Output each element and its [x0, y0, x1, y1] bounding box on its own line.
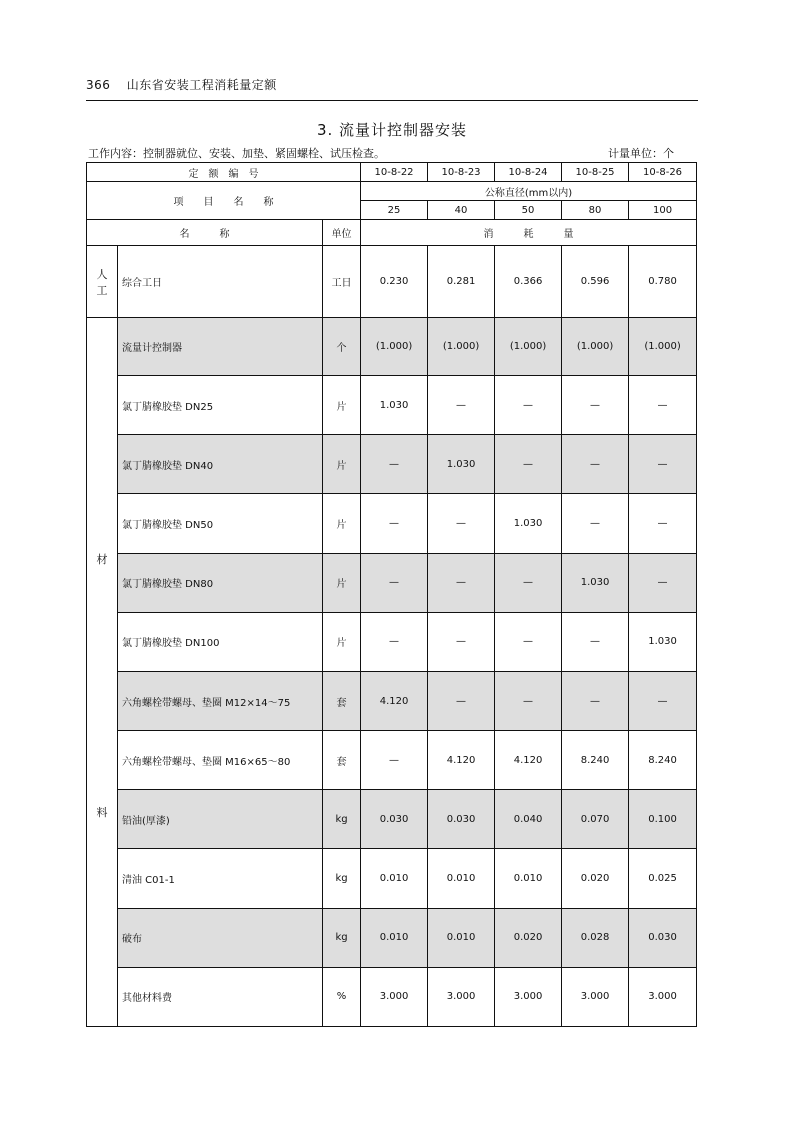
- row-value: 8.240: [629, 731, 697, 790]
- row-name: 氯丁腈橡胶垫 DN80: [118, 553, 323, 612]
- row-value: —: [562, 376, 629, 435]
- row-name: 流量计控制器: [118, 318, 323, 376]
- row-value: 1.030: [562, 553, 629, 612]
- material-row: [87, 318, 697, 376]
- name-header: 名 称: [87, 220, 323, 246]
- material-row: [87, 849, 697, 908]
- row-value: 8.240: [562, 731, 629, 790]
- row-value: —: [629, 494, 697, 553]
- row-value: 0.281: [428, 246, 495, 318]
- diameter-value: 40: [428, 201, 495, 220]
- labor-side-label: [87, 246, 118, 318]
- labor-char: 工: [96, 283, 108, 297]
- row-value: —: [562, 612, 629, 671]
- row-unit: kg: [323, 790, 361, 849]
- quota-table: [86, 162, 697, 1027]
- row-value: 0.070: [562, 790, 629, 849]
- row-name: 六角螺栓带螺母、垫圈 M16×65～80: [118, 731, 323, 790]
- page-number: 366: [86, 78, 111, 92]
- row-value: 3.000: [428, 967, 495, 1026]
- row-unit: 片: [323, 494, 361, 553]
- quota-code: 10-8-24: [495, 163, 562, 182]
- unit-header: 单位: [323, 220, 361, 246]
- labor-char: 人: [96, 267, 108, 281]
- row-unit: 个: [323, 318, 361, 376]
- consumption-header: 消 耗 量: [361, 220, 697, 246]
- row-value: —: [629, 671, 697, 730]
- row-value: —: [495, 376, 562, 435]
- material-char: 料: [96, 806, 108, 819]
- row-name: 氯丁腈橡胶垫 DN100: [118, 612, 323, 671]
- row-value: 0.366: [495, 246, 562, 318]
- row-value: 3.000: [495, 967, 562, 1026]
- material-row: [87, 790, 697, 849]
- material-row: [87, 494, 697, 553]
- row-unit: 工日: [323, 246, 361, 318]
- material-row: [87, 967, 697, 1026]
- row-value: —: [495, 612, 562, 671]
- row-unit: 片: [323, 612, 361, 671]
- row-value: 0.020: [495, 908, 562, 967]
- row-value: 0.028: [562, 908, 629, 967]
- diameter-label: 公称直径(mm以内): [361, 182, 697, 201]
- row-unit: 片: [323, 376, 361, 435]
- row-value: 0.030: [428, 790, 495, 849]
- row-value: 0.596: [562, 246, 629, 318]
- row-value: —: [562, 435, 629, 494]
- row-value: 0.030: [361, 790, 428, 849]
- material-row: [87, 376, 697, 435]
- row-value: —: [428, 612, 495, 671]
- row-name: 氯丁腈橡胶垫 DN50: [118, 494, 323, 553]
- row-value: 0.020: [562, 849, 629, 908]
- work-content: 工作内容：控制器就位、安装、加垫、紧固螺栓、试压检查。: [88, 147, 385, 160]
- row-unit: 片: [323, 553, 361, 612]
- row-name: 破布: [118, 908, 323, 967]
- quota-code: 10-8-22: [361, 163, 428, 182]
- row-name: 六角螺栓带螺母、垫圈 M12×14～75: [118, 671, 323, 730]
- row-value: (1.000): [562, 318, 629, 376]
- row-value: —: [361, 435, 428, 494]
- row-value: 0.030: [629, 908, 697, 967]
- material-row: [87, 612, 697, 671]
- material-row: [87, 731, 697, 790]
- diameter-value: 25: [361, 201, 428, 220]
- row-value: —: [361, 612, 428, 671]
- row-value: (1.000): [428, 318, 495, 376]
- row-value: —: [562, 671, 629, 730]
- material-side-label: [87, 318, 118, 1027]
- diameter-value: 50: [495, 201, 562, 220]
- material-row: [87, 435, 697, 494]
- row-unit: kg: [323, 849, 361, 908]
- page-header: [86, 76, 698, 96]
- row-value: 4.120: [361, 671, 428, 730]
- section-title: 3. 流量计控制器安装: [316, 121, 468, 139]
- row-value: —: [495, 435, 562, 494]
- row-value: 1.030: [361, 376, 428, 435]
- row-unit: 套: [323, 731, 361, 790]
- row-name: 其他材料费: [118, 967, 323, 1026]
- row-value: —: [629, 376, 697, 435]
- row-value: —: [428, 671, 495, 730]
- row-value: 0.230: [361, 246, 428, 318]
- row-value: —: [428, 494, 495, 553]
- row-name: 综合工日: [118, 246, 323, 318]
- diameter-value: 80: [562, 201, 629, 220]
- row-value: 0.010: [428, 849, 495, 908]
- row-value: (1.000): [495, 318, 562, 376]
- row-value: (1.000): [629, 318, 697, 376]
- row-name: 铅油(厚漆): [118, 790, 323, 849]
- material-row: [87, 908, 697, 967]
- row-value: 3.000: [562, 967, 629, 1026]
- row-value: 0.010: [361, 849, 428, 908]
- row-value: —: [361, 731, 428, 790]
- row-value: 1.030: [629, 612, 697, 671]
- row-value: 0.010: [428, 908, 495, 967]
- row-value: 0.025: [629, 849, 697, 908]
- row-value: 1.030: [495, 494, 562, 553]
- row-name: 清油 C01-1: [118, 849, 323, 908]
- row-unit: 套: [323, 671, 361, 730]
- row-value: (1.000): [361, 318, 428, 376]
- row-value: 0.010: [361, 908, 428, 967]
- row-value: 3.000: [629, 967, 697, 1026]
- row-value: —: [361, 553, 428, 612]
- book-title: 山东省安装工程消耗量定额: [126, 78, 277, 92]
- measure-unit: 计量单位：个: [608, 147, 674, 160]
- row-value: 0.780: [629, 246, 697, 318]
- row-value: 0.040: [495, 790, 562, 849]
- quota-code: 10-8-26: [629, 163, 697, 182]
- material-char: 材: [96, 553, 108, 566]
- row-unit: %: [323, 967, 361, 1026]
- item-name-label: 项 目 名 称: [87, 182, 361, 220]
- row-value: 1.030: [428, 435, 495, 494]
- row-value: —: [495, 671, 562, 730]
- row-value: —: [361, 494, 428, 553]
- material-row: [87, 671, 697, 730]
- row-name: 氯丁腈橡胶垫 DN40: [118, 435, 323, 494]
- row-value: —: [495, 553, 562, 612]
- row-value: —: [428, 553, 495, 612]
- row-value: —: [629, 553, 697, 612]
- header-rule: [86, 100, 698, 101]
- row-value: 3.000: [361, 967, 428, 1026]
- quota-no-label: 定 额 编 号: [87, 163, 361, 182]
- quota-code: 10-8-23: [428, 163, 495, 182]
- row-unit: kg: [323, 908, 361, 967]
- row-value: —: [629, 435, 697, 494]
- row-value: 0.100: [629, 790, 697, 849]
- row-value: —: [562, 494, 629, 553]
- quota-code: 10-8-25: [562, 163, 629, 182]
- row-value: 4.120: [495, 731, 562, 790]
- row-value: —: [428, 376, 495, 435]
- diameter-value: 100: [629, 201, 697, 220]
- material-row: [87, 553, 697, 612]
- row-unit: 片: [323, 435, 361, 494]
- row-value: 0.010: [495, 849, 562, 908]
- row-name: 氯丁腈橡胶垫 DN25: [118, 376, 323, 435]
- row-value: 4.120: [428, 731, 495, 790]
